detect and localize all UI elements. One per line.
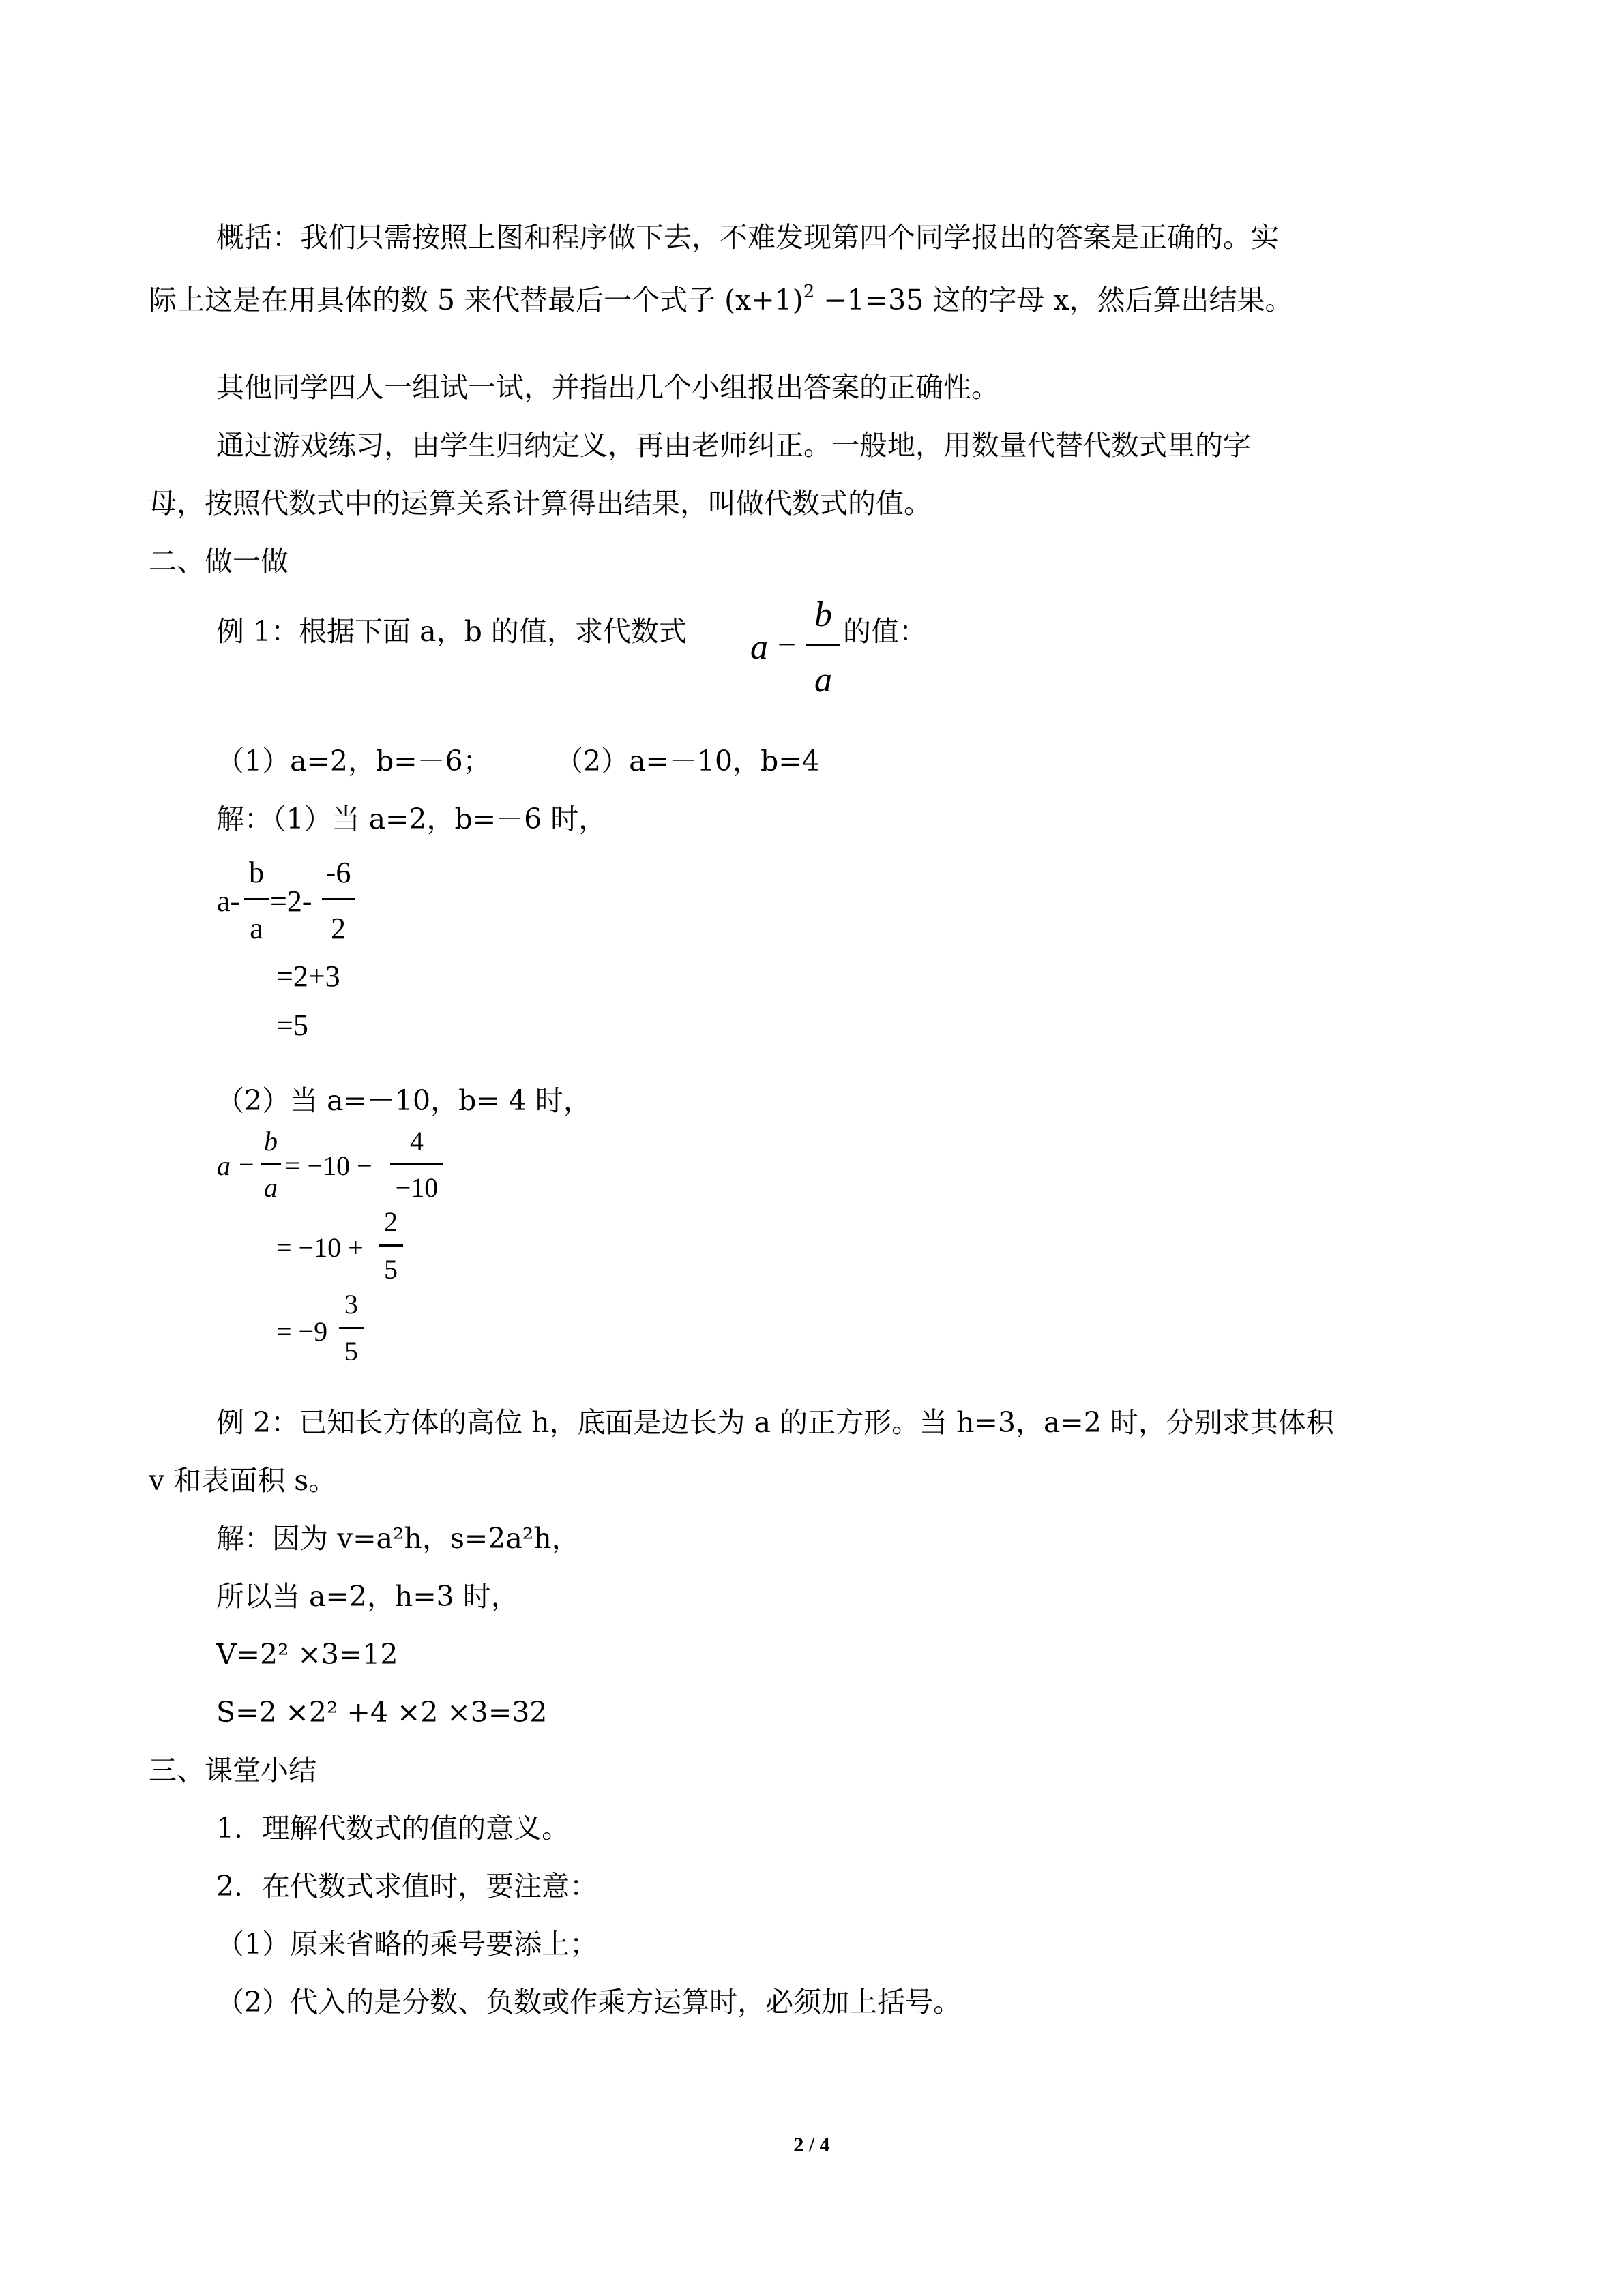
solution-1-step-2: =2+3 bbox=[276, 959, 340, 993]
example-2-solution-3: V=2² ×3=12 bbox=[216, 1638, 398, 1671]
solution-1-intro: 解：（1）当 a=2，b=－6 时， bbox=[216, 803, 607, 835]
example-2-solution-2: 所以当 a=2，h=3 时， bbox=[216, 1580, 519, 1613]
section-3-heading: 三、课堂小结 bbox=[149, 1754, 316, 1787]
summary-item-2: 2．在代数式求值时，要注意： bbox=[216, 1870, 598, 1903]
example-1-prompt: 例 1：根据下面 a，b 的值，求代数式 bbox=[216, 615, 687, 648]
summary-item-1: 1．理解代数式的值的意义。 bbox=[216, 1812, 570, 1845]
fraction-bar bbox=[390, 1163, 443, 1165]
page-number: 2 / 4 bbox=[793, 2134, 830, 2156]
fraction-bar bbox=[322, 898, 355, 900]
solution-1-step-3: =5 bbox=[276, 1009, 308, 1042]
fraction-bar bbox=[244, 898, 269, 900]
example-2-line-2: v 和表面积 s。 bbox=[149, 1464, 337, 1497]
paragraph-group-practice: 其他同学四人一组试一试，并指出几个小组报出答案的正确性。 bbox=[216, 371, 999, 404]
fraction-bar bbox=[806, 644, 840, 646]
fraction-bar bbox=[379, 1244, 403, 1247]
paragraph-definition-line-2: 母，按照代数式中的运算关系计算得出结果，叫做代数式的值。 bbox=[149, 487, 932, 520]
section-2-heading: 二、做一做 bbox=[149, 545, 289, 578]
solution-2-intro: （2）当 a=－10，b= 4 时， bbox=[216, 1084, 591, 1117]
fraction-bar bbox=[261, 1163, 281, 1165]
example-1-prompt-suffix: 的值： bbox=[843, 615, 927, 648]
example-2-solution-4: S=2 ×2² +4 ×2 ×3=32 bbox=[216, 1696, 548, 1729]
paragraph-definition-line-1: 通过游戏练习，由学生归纳定义，再由老师纠正。一般地，用数量代替代数式里的字 bbox=[216, 429, 1251, 462]
paragraph-summary-line-1: 概括：我们只需按照上图和程序做下去，不难发现第四个同学报出的答案是正确的。实 bbox=[216, 221, 1279, 254]
example-2-solution-1: 解：因为 v=a²h，s=2a²h， bbox=[216, 1522, 580, 1555]
paragraph-summary-line-2: 际上这是在用具体的数 5 来代替最后一个式子 $(x+1)^2 -1=35$ 这的字母 x，然后算出结果。 bbox=[149, 282, 1293, 316]
summary-item-2-1: （1）原来省略的乘号要添上； bbox=[216, 1928, 598, 1960]
example-1-case-1: （1）a=2，b=－6； bbox=[216, 745, 491, 777]
example-2-line-1: 例 2：已知长方体的高位 h，底面是边长为 a 的正方形。当 h=3，a=2 时，分别求其体积 bbox=[216, 1406, 1334, 1439]
example-1-case-2: （2）a=－10，b=4 bbox=[555, 745, 820, 777]
fraction-bar bbox=[339, 1327, 364, 1329]
summary-item-2-2: （2）代入的是分数、负数或作乘方运算时，必须加上括号。 bbox=[216, 1986, 962, 2018]
